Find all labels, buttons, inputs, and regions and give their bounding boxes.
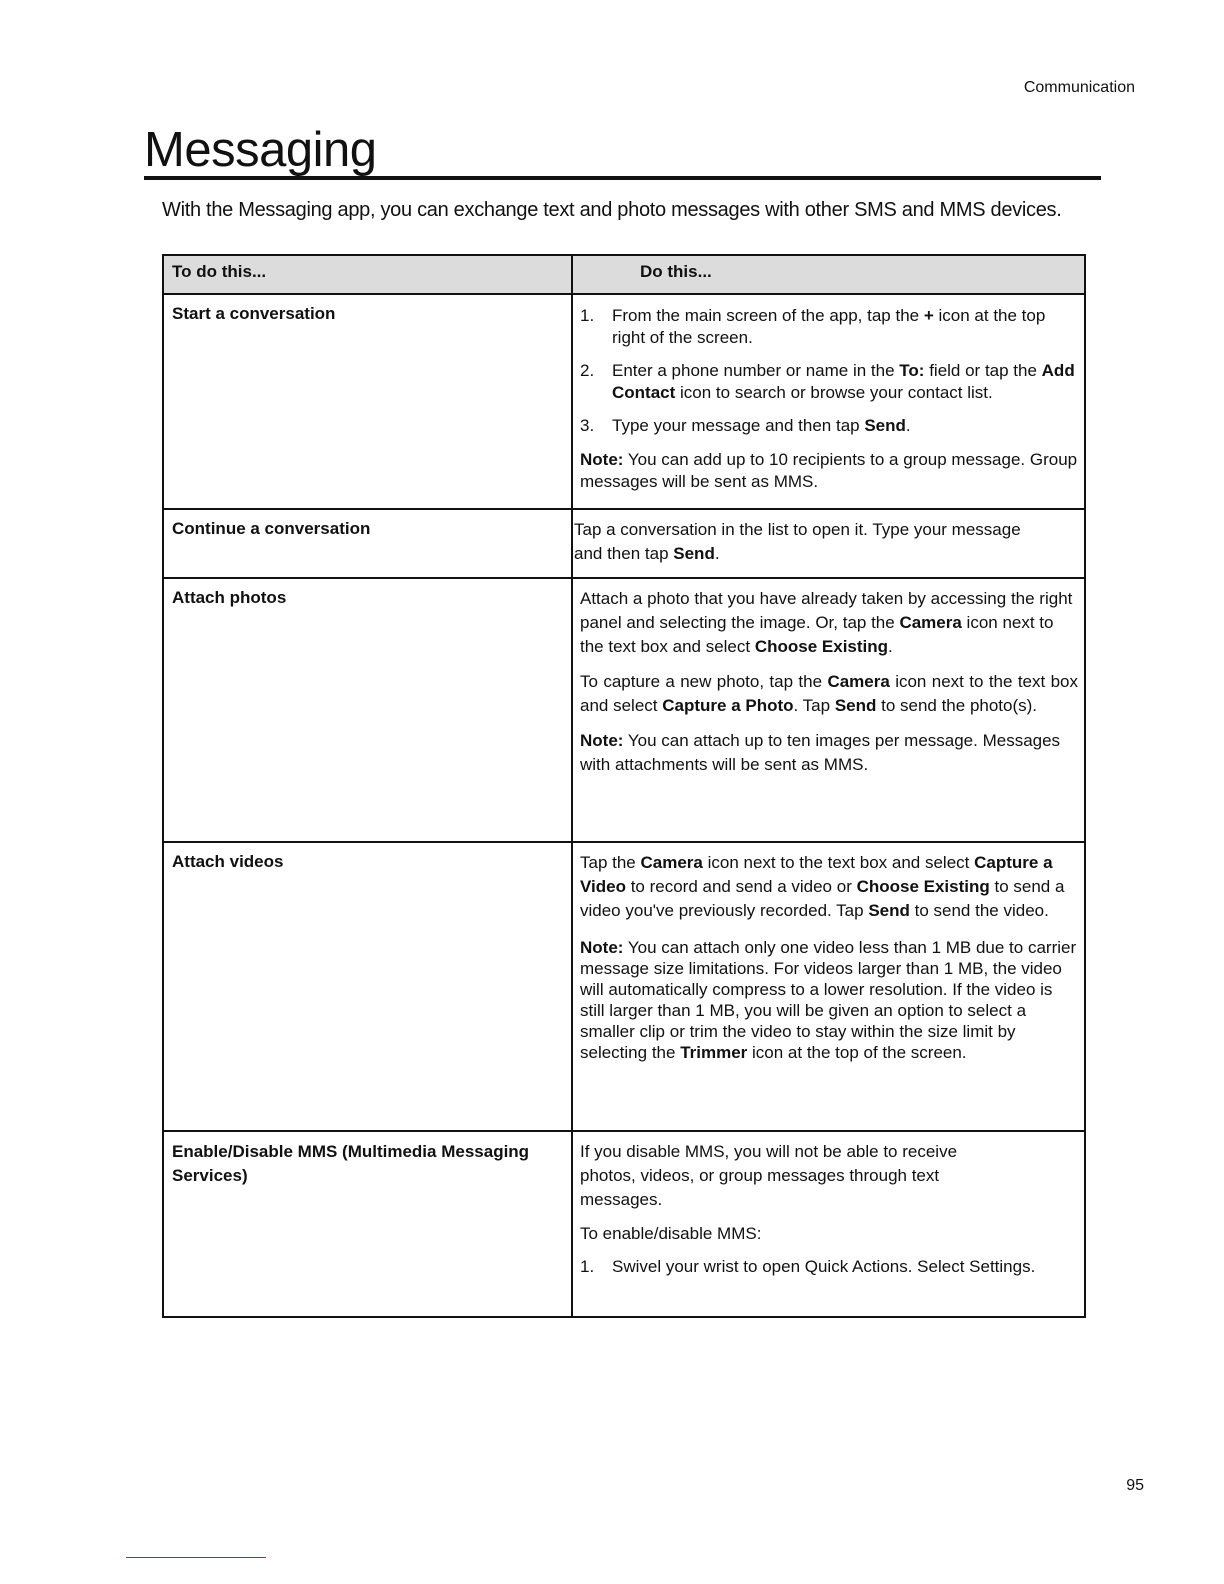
note-label: Note:	[580, 938, 624, 957]
action-cell	[572, 1131, 1085, 1317]
step-number: 2.	[580, 361, 595, 380]
table-row	[163, 842, 1085, 1131]
list-item: 1. From the main screen of the app, tap the + icon at the top right of the screen.	[580, 306, 1046, 347]
step-number: 1.	[580, 1257, 595, 1276]
page-title: Messaging	[144, 124, 1101, 180]
table-row	[163, 294, 1085, 509]
task-cell: Enable/Disable MMS (Multimedia Messaging Services)	[163, 1131, 572, 1317]
task-cell: Attach videos	[163, 842, 572, 1131]
action-cell	[572, 578, 1085, 842]
note: Note: You can attach only one video less than 1 MB due to carrier message size limitations. For videos larger than 1 MB, the video will automatically compress to a lower resolution. If the video is still larger than 1 MB, you will be given an option to select a smaller clip or trim the video to stay within the size limit by selecting the Trimmer icon at the top of the screen.	[580, 938, 1077, 1062]
note-label: Note:	[580, 731, 624, 750]
step-number: 1.	[580, 306, 595, 325]
intro-paragraph: With the Messaging app, you can exchange text and photo messages with other SMS and MMS devices.	[162, 199, 1062, 221]
task-cell: Continue a conversation	[163, 509, 572, 578]
step-number: 3.	[580, 416, 595, 435]
table-row	[163, 509, 1085, 578]
action-cell	[572, 509, 1085, 578]
table-row	[163, 578, 1085, 842]
section-label: Communication	[1023, 79, 1135, 96]
action-text: Tap a conversation in the list to open it. Type your message and then tap Send.	[574, 520, 1021, 563]
list-item: 3. Type your message and then tap Send.	[580, 416, 911, 435]
task-cell: Start a conversation	[163, 294, 572, 509]
action-text: To capture a new photo, tap the Camera icon next to the text box and select Capture a Photo. Tap Send to send the photo(s).	[580, 672, 1079, 715]
action-text: If you disable MMS, you will not be able to receive photos, videos, or group messages through text messages.	[580, 1142, 958, 1209]
footnote-rule	[126, 1557, 266, 1558]
steps-list	[580, 305, 1078, 437]
table-header-row	[163, 255, 1085, 294]
list-item: 2. Enter a phone number or name in the To: field or tap the Add Contact icon to search or browse your contact list.	[580, 361, 1075, 402]
action-text: Tap the Camera icon next to the text box and select Capture a Video to record and send a video or Choose Existing to send a video you've previously recorded. Tap Send to send the video.	[580, 853, 1065, 920]
header-action: Do this...	[572, 255, 1085, 294]
list-item: 1. Swivel your wrist to open Quick Actions. Select Settings.	[580, 1257, 1036, 1276]
action-text: To enable/disable MMS:	[580, 1224, 762, 1243]
header-task: To do this...	[163, 255, 572, 294]
action-cell	[572, 294, 1085, 509]
note: Note: You can add up to 10 recipients to a group message. Group messages will be sent as MMS.	[580, 450, 1078, 491]
steps-list	[580, 1256, 1078, 1278]
task-cell: Attach photos	[163, 578, 572, 842]
page-number: 95	[1126, 1477, 1144, 1494]
task-table	[162, 254, 1086, 1318]
table-row	[163, 1131, 1085, 1317]
note-label: Note:	[580, 450, 624, 469]
action-cell	[572, 842, 1085, 1131]
action-text: Attach a photo that you have already taken by accessing the right panel and selecting the image. Or, tap the Camera icon next to the text box and select Choose Existing.	[580, 589, 1073, 656]
note: Note: You can attach up to ten images per message. Messages with attachments will be sent as MMS.	[580, 731, 1061, 774]
